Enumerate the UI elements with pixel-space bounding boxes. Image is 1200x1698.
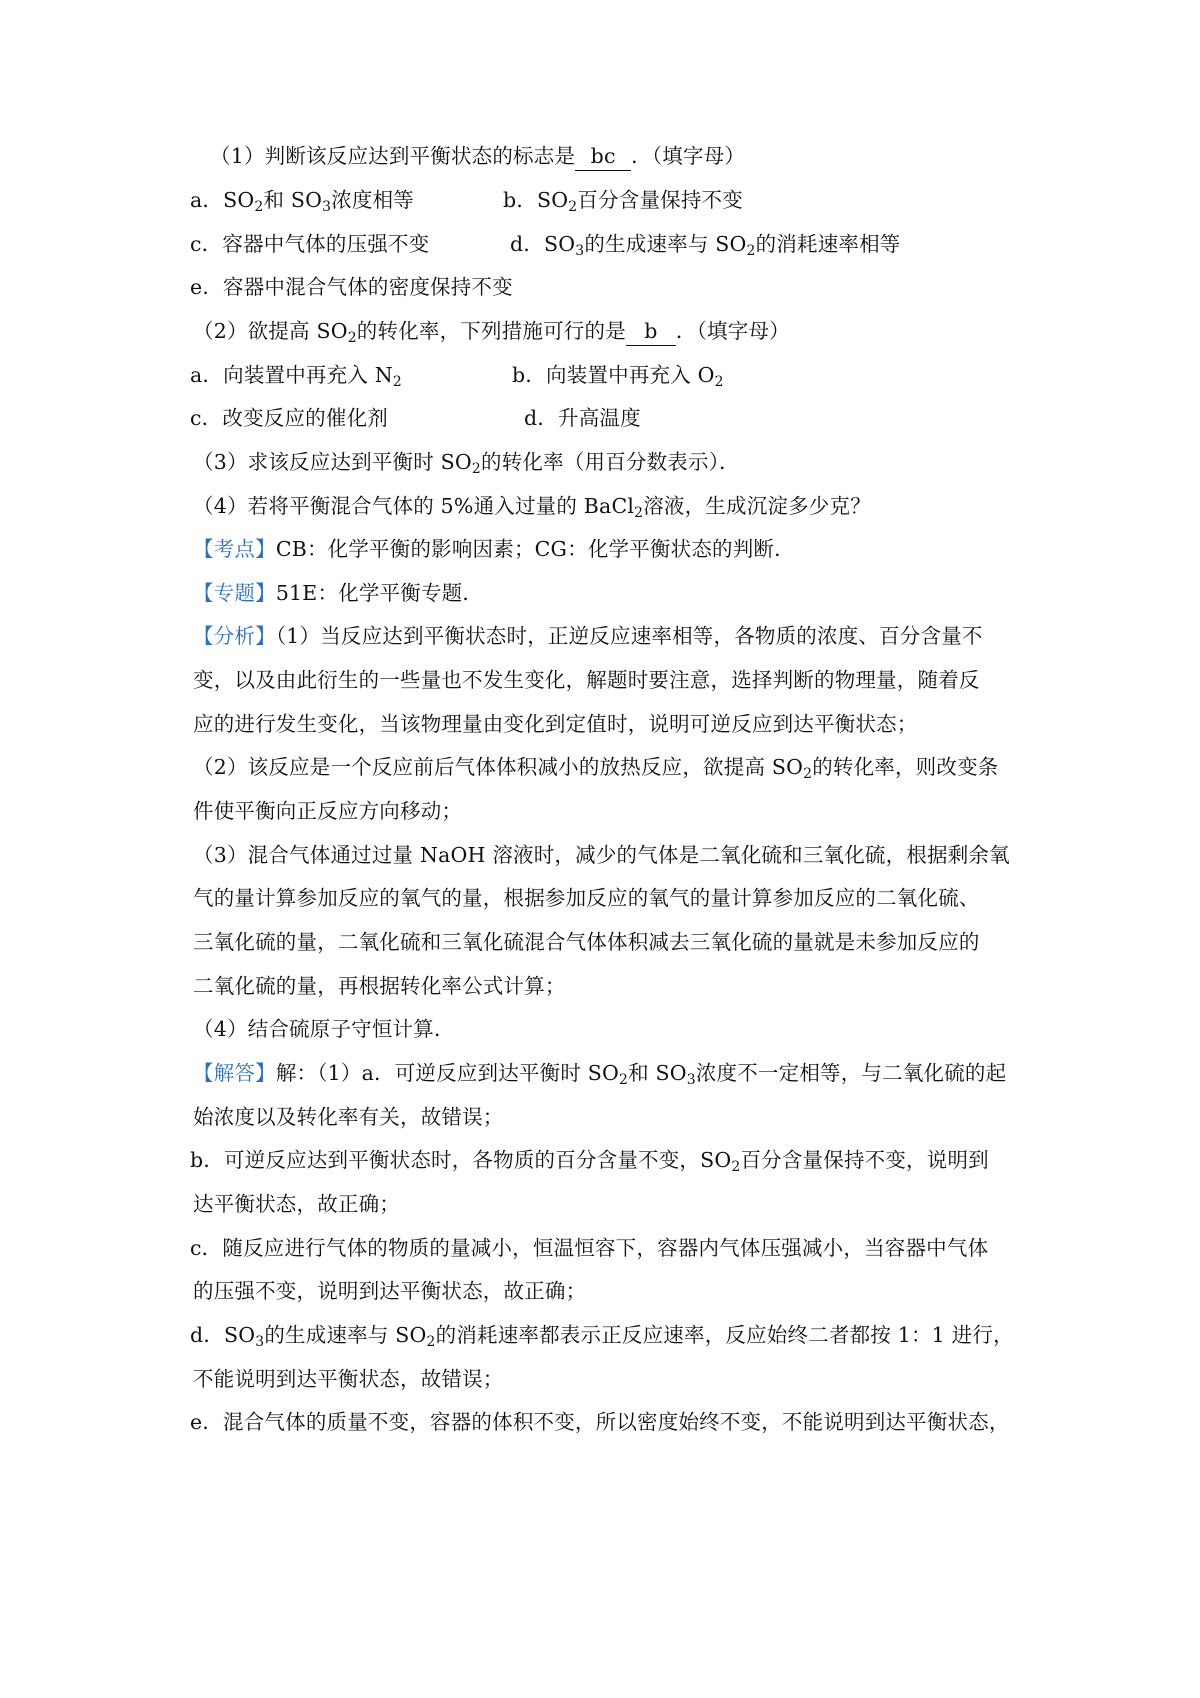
kaodian-text: CB：化学平衡的影响因素；CG：化学平衡状态的判断．	[275, 537, 795, 561]
q2-option-c: c．改变反应的催化剂	[190, 406, 388, 430]
fenxi-line-4: （2）该反应是一个反应前后气体体积减小的放热反应，欲提高 $SO_2$的转化率，则改变条	[193, 755, 999, 783]
fenxi-line-8: 三氧化硫的量，二氧化硫和三氧化硫混合气体体积减去三氧化硫的量就是未参加反应的	[193, 930, 980, 954]
q3-stem: （3）求该反应达到平衡时 $SO_2$的转化率（用百分数表示）．	[193, 450, 740, 478]
fenxi-line-1: 【分析】（1）当反应达到平衡状态时，正逆反应速率相等，各物质的浓度、百分含量不	[193, 624, 983, 648]
q2-stem: （2）欲提高 $SO_2$的转化率，下列措施可行的是 b ．（填字母）	[193, 319, 790, 347]
q1-option-c: c．容器中气体的压强不变	[190, 232, 430, 256]
q2-option-d: d．升高温度	[524, 406, 641, 430]
jieda-line-8: 不能说明到达平衡状态，故错误；	[193, 1367, 504, 1391]
fenxi-line-5: 件使平衡向正反应方向移动；	[193, 799, 463, 823]
fenxi-line-6: （3）混合气体通过过量 NaOH 溶液时，减少的气体是二氧化硫和三氧化硫，根据剩余氧	[193, 843, 1010, 867]
jieda-tag: 【解答】	[193, 1061, 276, 1085]
q2-option-b: b．向装置中再充入 $O_2$	[512, 363, 724, 391]
zhuanti-text: 51E：化学平衡专题．	[275, 581, 484, 605]
jieda-line-5: c．随反应进行气体的物质的量减小，恒温恒容下，容器内气体压强减小，当容器中气体	[190, 1236, 989, 1260]
zhuanti-line	[193, 571, 483, 615]
jieda-line-6: 的压强不变，说明到达平衡状态，故正确；	[193, 1279, 587, 1303]
jieda-line-7: d．$SO_3$的生成速率与 $SO_2$的消耗速率都表示正反应速率，反应始终二者都按 1：1 进行，	[190, 1323, 1014, 1351]
q4-stem: （4）若将平衡混合气体的 5%通入过量的 BaCl$_2$溶液，生成沉淀多少克？	[193, 494, 871, 522]
q1-stem	[210, 134, 745, 178]
q1-stem-before: （1）判断该反应达到平衡状态的标志是	[210, 144, 576, 168]
q1-answer-blank: bc	[575, 142, 631, 171]
jieda-line-1: 【解答】解：（1）a．可逆反应到达平衡时 $SO_2$和 $SO_3$浓度不一定相等，与二氧化硫的起	[193, 1061, 1007, 1089]
fenxi-line-2: 变，以及由此衍生的一些量也不发生变化，解题时要注意，选择判断的物理量，随着反	[193, 668, 980, 692]
kaodian-line	[193, 527, 795, 571]
q2-option-a: a．向装置中再充入 $N_2$	[190, 363, 402, 391]
q2-answer-blank: b	[626, 317, 676, 346]
jieda-line-9: e．混合气体的质量不变，容器的体积不变，所以密度始终不变，不能说明到达平衡状态，	[190, 1410, 1010, 1434]
fenxi-line-3: 应的进行发生变化，当该物理量由变化到定值时，说明可逆反应到达平衡状态；	[193, 712, 918, 736]
jieda-line-4: 达平衡状态，故正确；	[193, 1192, 400, 1216]
q1-option-a: a．$SO_2$和 $SO_3$浓度相等	[190, 188, 415, 216]
q1-option-e: e．容器中混合气体的密度保持不变	[190, 275, 513, 299]
fenxi-line-9: 二氧化硫的量，再根据转化率公式计算；	[193, 974, 566, 998]
q1-option-b: b．$SO_2$百分含量保持不变	[503, 188, 743, 216]
q1-stem-after: ．（填字母）	[631, 144, 746, 168]
zhuanti-tag: 【专题】	[193, 581, 276, 605]
fenxi-line-7: 气的量计算参加反应的氧气的量，根据参加反应的氧气的量计算参加反应的二氧化硫、	[193, 886, 980, 910]
fenxi-tag: 【分析】	[193, 624, 276, 648]
kaodian-tag: 【考点】	[193, 537, 276, 561]
fenxi-line-10: （4）结合硫原子守恒计算．	[193, 1017, 455, 1041]
jieda-line-3: b．可逆反应达到平衡状态时，各物质的百分含量不变，$SO_2$百分含量保持不变，说明到	[190, 1148, 989, 1176]
q1-option-d: d．$SO_3$的生成速率与 $SO_2$的消耗速率相等	[510, 232, 901, 260]
jieda-line-2: 始浓度以及转化率有关，故错误；	[193, 1105, 504, 1129]
